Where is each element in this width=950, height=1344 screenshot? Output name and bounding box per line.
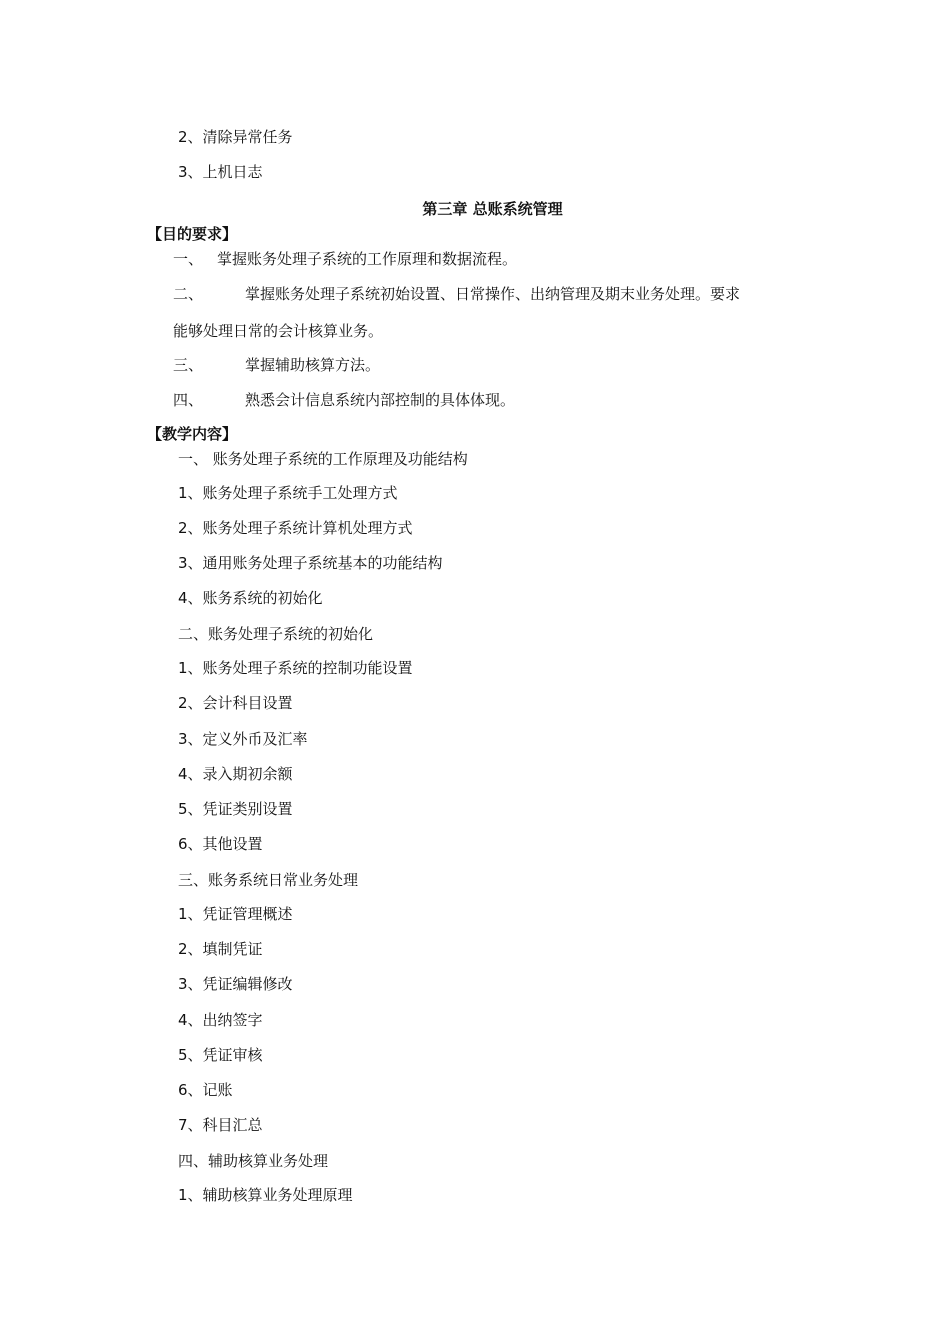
list-item: 2、会计科目设置 xyxy=(178,694,293,712)
objective-number: 一、 xyxy=(173,250,204,268)
list-item: 3、通用账务处理子系统基本的功能结构 xyxy=(178,554,443,572)
list-item: 4、账务系统的初始化 xyxy=(178,589,323,607)
content-heading: 【教学内容】 xyxy=(147,425,238,443)
list-item: 5、凭证审核 xyxy=(178,1046,263,1064)
list-item: 3、定义外币及汇率 xyxy=(178,730,308,748)
objective-text: 掌握辅助核算方法。 xyxy=(245,356,381,374)
list-item: 3、凭证编辑修改 xyxy=(178,975,293,993)
list-item: 1、凭证管理概述 xyxy=(178,905,293,923)
objective-text: 熟悉会计信息系统内部控制的具体体现。 xyxy=(245,391,516,409)
list-item: 6、记账 xyxy=(178,1081,233,1099)
section-title: 三、账务系统日常业务处理 xyxy=(178,871,359,889)
list-item: 5、凭证类别设置 xyxy=(178,800,293,818)
objective-text-continued: 能够处理日常的会计核算业务。 xyxy=(173,322,384,340)
objective-number: 二、 xyxy=(173,285,204,303)
objective-number: 三、 xyxy=(173,356,204,374)
section-title: 四、辅助核算业务处理 xyxy=(178,1152,329,1170)
list-item: 2、填制凭证 xyxy=(178,940,263,958)
list-item: 1、账务处理子系统的控制功能设置 xyxy=(178,659,413,677)
chapter-title: 第三章 总账系统管理 xyxy=(422,200,563,218)
objective-text: 掌握账务处理子系统初始设置、日常操作、出纳管理及期末业务处理。要求 xyxy=(245,285,741,303)
objective-text: 掌握账务处理子系统的工作原理和数据流程。 xyxy=(217,250,518,268)
list-item: 4、录入期初余额 xyxy=(178,765,293,783)
list-item: 2、清除异常任务 xyxy=(178,128,293,146)
list-item: 4、出纳签字 xyxy=(178,1011,263,1029)
section-title: 二、账务处理子系统的初始化 xyxy=(178,625,374,643)
section-title: 一、 账务处理子系统的工作原理及功能结构 xyxy=(178,450,468,468)
objective-number: 四、 xyxy=(173,391,204,409)
list-item: 6、其他设置 xyxy=(178,835,263,853)
list-item: 3、上机日志 xyxy=(178,163,263,181)
list-item: 1、辅助核算业务处理原理 xyxy=(178,1186,353,1204)
objectives-heading: 【目的要求】 xyxy=(147,225,238,243)
list-item: 7、科目汇总 xyxy=(178,1116,263,1134)
list-item: 1、账务处理子系统手工处理方式 xyxy=(178,484,398,502)
list-item: 2、账务处理子系统计算机处理方式 xyxy=(178,519,413,537)
